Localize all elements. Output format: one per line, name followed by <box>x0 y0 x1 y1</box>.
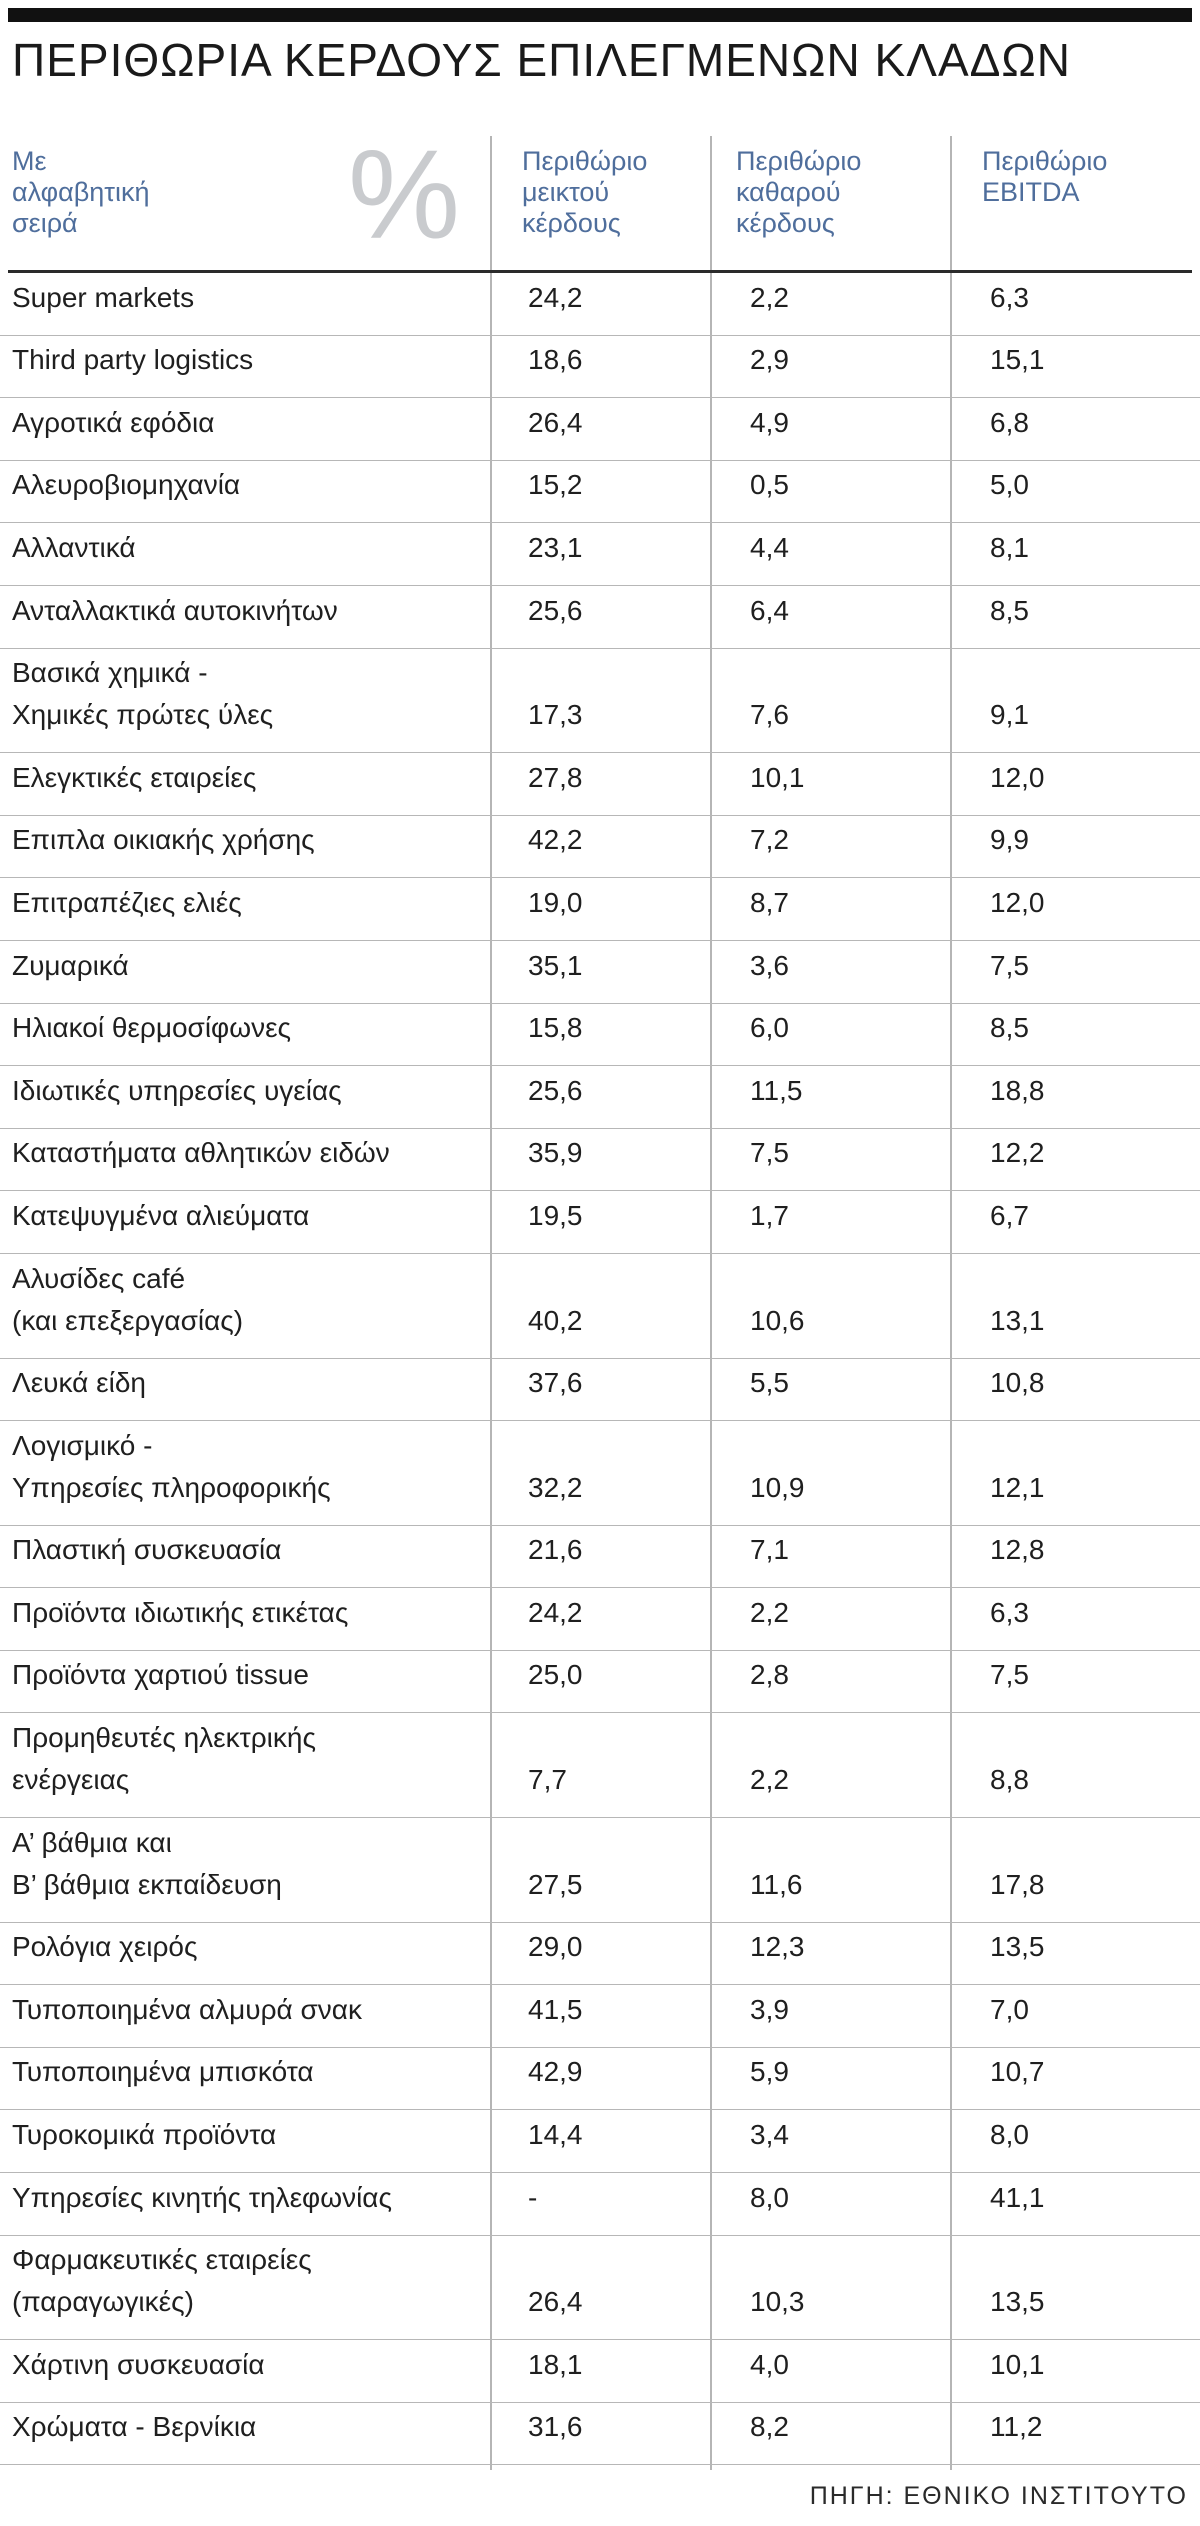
sector-name: Αλλαντικά <box>12 531 136 563</box>
net-margin-value: 11,6 <box>750 1868 803 1900</box>
gross-margin-value: 31,6 <box>528 2411 583 2443</box>
sector-name: Τυποποιημένα μπισκότα <box>12 2056 314 2088</box>
net-margin-value: 7,2 <box>750 824 789 856</box>
header-sector: Με αλφαβητική σειρά <box>12 146 150 238</box>
ebitda-margin-value: 8,5 <box>990 594 1029 626</box>
gross-margin-value: 42,9 <box>528 2056 583 2088</box>
ebitda-margin-value: 7,5 <box>990 1659 1029 1691</box>
ebitda-margin-value: 10,7 <box>990 2056 1045 2088</box>
sector-name: Ελεγκτικές εταιρείες <box>12 761 257 793</box>
sector-name: Ηλιακοί θερμοσίφωνες <box>12 1012 292 1044</box>
sector-name: Ζυμαρικά <box>12 949 129 981</box>
net-margin-value: 6,4 <box>750 594 789 626</box>
table-row <box>0 1421 1200 1526</box>
table-row <box>0 2173 1200 2236</box>
gross-margin-value: 24,2 <box>528 281 583 313</box>
sector-name: Τυροκομικά προϊόντα <box>12 2119 277 2151</box>
ebitda-margin-value: 12,8 <box>990 1534 1045 1566</box>
net-margin-value: 5,5 <box>750 1367 789 1399</box>
table-row <box>0 816 1200 879</box>
net-margin-value: 10,3 <box>750 2286 805 2318</box>
net-margin-value: 8,0 <box>750 2181 789 2213</box>
net-margin-value: 4,0 <box>750 2348 789 2380</box>
gross-margin-value: 26,4 <box>528 2286 583 2318</box>
ebitda-margin-value: 8,8 <box>990 1764 1029 1796</box>
sector-name: Βασικά χημικά - Χημικές πρώτες ύλες <box>12 657 274 731</box>
gross-margin-value: 19,5 <box>528 1199 583 1231</box>
ebitda-margin-value: 6,8 <box>990 406 1029 438</box>
ebitda-margin-value: 6,3 <box>990 281 1029 313</box>
sector-name: Προϊόντα χαρτιού tissue <box>12 1659 309 1691</box>
ebitda-margin-value: 6,7 <box>990 1199 1029 1231</box>
table-row <box>0 1066 1200 1129</box>
sector-name: Αλευροβιομηχανία <box>12 469 241 501</box>
net-margin-value: 0,5 <box>750 469 789 501</box>
net-margin-value: 4,9 <box>750 406 789 438</box>
ebitda-margin-value: 18,8 <box>990 1074 1045 1106</box>
table-row <box>0 2236 1200 2341</box>
table-row <box>0 586 1200 649</box>
header-ebitda-margin: Περιθώριο EBITDA <box>982 146 1108 207</box>
net-margin-value: 2,2 <box>750 281 789 313</box>
gross-margin-value: 15,2 <box>528 469 583 501</box>
sector-name: Προμηθευτές ηλεκτρικής ενέργειας <box>12 1722 316 1796</box>
sector-name: Ρολόγια χειρός <box>12 1931 198 1963</box>
table-row <box>0 461 1200 524</box>
net-margin-value: 7,1 <box>750 1534 789 1566</box>
sector-name: Υπηρεσίες κινητής τηλεφωνίας <box>12 2181 392 2213</box>
table-row <box>0 1359 1200 1422</box>
sector-name: Επιπλα οικιακής χρήσης <box>12 824 315 856</box>
table-row <box>0 1923 1200 1986</box>
net-margin-value: 6,0 <box>750 1012 789 1044</box>
table-row <box>0 1818 1200 1923</box>
net-margin-value: 7,6 <box>750 699 789 731</box>
gross-margin-value: 35,1 <box>528 949 583 981</box>
sector-name: Τυποποιημένα αλμυρά σνακ <box>12 1993 362 2025</box>
top-rule <box>8 8 1192 22</box>
table-row <box>0 941 1200 1004</box>
percent-symbol: % <box>348 124 461 265</box>
gross-margin-value: 25,0 <box>528 1659 583 1691</box>
ebitda-margin-value: 12,1 <box>990 1471 1045 1503</box>
table-row <box>0 1004 1200 1067</box>
margins-table <box>0 273 1200 2465</box>
ebitda-margin-value: 8,0 <box>990 2119 1029 2151</box>
table-row <box>0 1526 1200 1589</box>
ebitda-margin-value: 5,0 <box>990 469 1029 501</box>
ebitda-margin-value: 9,9 <box>990 824 1029 856</box>
ebitda-margin-value: 12,0 <box>990 886 1045 918</box>
gross-margin-value: 37,6 <box>528 1367 583 1399</box>
ebitda-margin-value: 7,5 <box>990 949 1029 981</box>
ebitda-margin-value: 13,1 <box>990 1304 1045 1336</box>
ebitda-margin-value: 8,5 <box>990 1012 1029 1044</box>
gross-margin-value: 19,0 <box>528 886 583 918</box>
sector-name: Ανταλλακτικά αυτοκινήτων <box>12 594 338 626</box>
table-row <box>0 1129 1200 1192</box>
table-row <box>0 649 1200 754</box>
table-row <box>0 1985 1200 2048</box>
gross-margin-value: 14,4 <box>528 2119 583 2151</box>
net-margin-value: 2,2 <box>750 1596 789 1628</box>
table-row <box>0 398 1200 461</box>
net-margin-value: 3,6 <box>750 949 789 981</box>
net-margin-value: 8,2 <box>750 2411 789 2443</box>
net-margin-value: 2,9 <box>750 344 789 376</box>
sector-name: Κατεψυγμένα αλιεύματα <box>12 1199 310 1231</box>
table-row <box>0 753 1200 816</box>
table-row <box>0 273 1200 336</box>
table-row <box>0 2048 1200 2111</box>
gross-margin-value: 17,3 <box>528 699 583 731</box>
ebitda-margin-value: 7,0 <box>990 1993 1029 2025</box>
table-row <box>0 1254 1200 1359</box>
gross-margin-value: 25,6 <box>528 1074 583 1106</box>
net-margin-value: 11,5 <box>750 1074 803 1106</box>
ebitda-margin-value: 12,0 <box>990 761 1045 793</box>
net-margin-value: 7,5 <box>750 1137 789 1169</box>
table-row <box>0 1588 1200 1651</box>
table-row <box>0 1651 1200 1714</box>
net-margin-value: 2,8 <box>750 1659 789 1691</box>
table-row <box>0 336 1200 399</box>
sector-name: Προϊόντα ιδιωτικής ετικέτας <box>12 1596 349 1628</box>
header-gross-margin: Περιθώριο μεικτού κέρδους <box>522 146 648 238</box>
sector-name: Αγροτικά εφόδια <box>12 406 215 438</box>
sector-name: Καταστήματα αθλητικών ειδών <box>12 1137 390 1169</box>
gross-margin-value: 18,1 <box>528 2348 583 2380</box>
net-margin-value: 3,4 <box>750 2119 789 2151</box>
gross-margin-value: 27,8 <box>528 761 583 793</box>
table-row <box>0 1191 1200 1254</box>
sector-name: Λογισμικό - Υπηρεσίες πληροφορικής <box>12 1429 331 1503</box>
gross-margin-value: 15,8 <box>528 1012 583 1044</box>
gross-margin-value: 40,2 <box>528 1304 583 1336</box>
sector-name: Super markets <box>12 281 195 313</box>
sector-name: Πλαστική συσκευασία <box>12 1534 282 1566</box>
ebitda-margin-value: 15,1 <box>990 344 1045 376</box>
ebitda-margin-value: 13,5 <box>990 1931 1045 1963</box>
sector-name: Third party logistics <box>12 344 254 376</box>
sector-name: Χρώματα - Βερνίκια <box>12 2411 257 2443</box>
gross-margin-value: 29,0 <box>528 1931 583 1963</box>
net-margin-value: 5,9 <box>750 2056 789 2088</box>
gross-margin-value: 25,6 <box>528 594 583 626</box>
ebitda-margin-value: 41,1 <box>990 2181 1045 2213</box>
gross-margin-value: 21,6 <box>528 1534 583 1566</box>
ebitda-margin-value: 11,2 <box>990 2411 1043 2443</box>
ebitda-margin-value: 9,1 <box>990 699 1029 731</box>
sector-name: Ιδιωτικές υπηρεσίες υγείας <box>12 1074 342 1106</box>
sector-name: Χάρτινη συσκευασία <box>12 2348 265 2380</box>
ebitda-margin-value: 6,3 <box>990 1596 1029 1628</box>
net-margin-value: 2,2 <box>750 1764 789 1796</box>
ebitda-margin-value: 10,1 <box>990 2348 1045 2380</box>
gross-margin-value: - <box>528 2181 538 2213</box>
gross-margin-value: 32,2 <box>528 1471 583 1503</box>
ebitda-margin-value: 10,8 <box>990 1367 1045 1399</box>
sector-name: Αλυσίδες café (και επεξεργασίας) <box>12 1262 244 1336</box>
header-net-margin: Περιθώριο καθαρού κέρδους <box>736 146 862 238</box>
gross-margin-value: 35,9 <box>528 1137 583 1169</box>
ebitda-margin-value: 13,5 <box>990 2286 1045 2318</box>
net-margin-value: 1,7 <box>750 1199 789 1231</box>
gross-margin-value: 42,2 <box>528 824 583 856</box>
sector-name: Φαρμακευτικές εταιρείες (παραγωγικές) <box>12 2244 312 2318</box>
net-margin-value: 3,9 <box>750 1993 789 2025</box>
gross-margin-value: 41,5 <box>528 1993 583 2025</box>
net-margin-value: 10,6 <box>750 1304 805 1336</box>
net-margin-value: 10,9 <box>750 1471 805 1503</box>
net-margin-value: 12,3 <box>750 1931 805 1963</box>
ebitda-margin-value: 8,1 <box>990 531 1029 563</box>
gross-margin-value: 18,6 <box>528 344 583 376</box>
table-row <box>0 878 1200 941</box>
page-title: ΠΕΡΙΘΩΡΙΑ ΚΕΡΔΟΥΣ ΕΠΙΛΕΓΜΕΝΩΝ ΚΛΑΔΩΝ <box>12 34 1071 86</box>
gross-margin-value: 23,1 <box>528 531 583 563</box>
sector-name: Επιτραπέζιες ελιές <box>12 886 242 918</box>
net-margin-value: 10,1 <box>750 761 805 793</box>
gross-margin-value: 26,4 <box>528 406 583 438</box>
gross-margin-value: 27,5 <box>528 1868 583 1900</box>
sector-name: Α’ βάθμια και Β’ βάθμια εκπαίδευση <box>12 1826 282 1900</box>
net-margin-value: 8,7 <box>750 886 789 918</box>
table-row <box>0 523 1200 586</box>
ebitda-margin-value: 12,2 <box>990 1137 1045 1169</box>
ebitda-margin-value: 17,8 <box>990 1868 1045 1900</box>
table-row <box>0 2340 1200 2403</box>
gross-margin-value: 24,2 <box>528 1596 583 1628</box>
gross-margin-value: 7,7 <box>528 1764 567 1796</box>
sector-name: Λευκά είδη <box>12 1367 146 1399</box>
table-row <box>0 1713 1200 1818</box>
table-row <box>0 2403 1200 2466</box>
table-row <box>0 2110 1200 2173</box>
source-note: ΠΗΓΗ: ΕΘΝΙΚΟ ΙΝΣΤΙΤΟΥΤΟ <box>809 2482 1188 2510</box>
table-header <box>0 136 1200 272</box>
net-margin-value: 4,4 <box>750 531 789 563</box>
